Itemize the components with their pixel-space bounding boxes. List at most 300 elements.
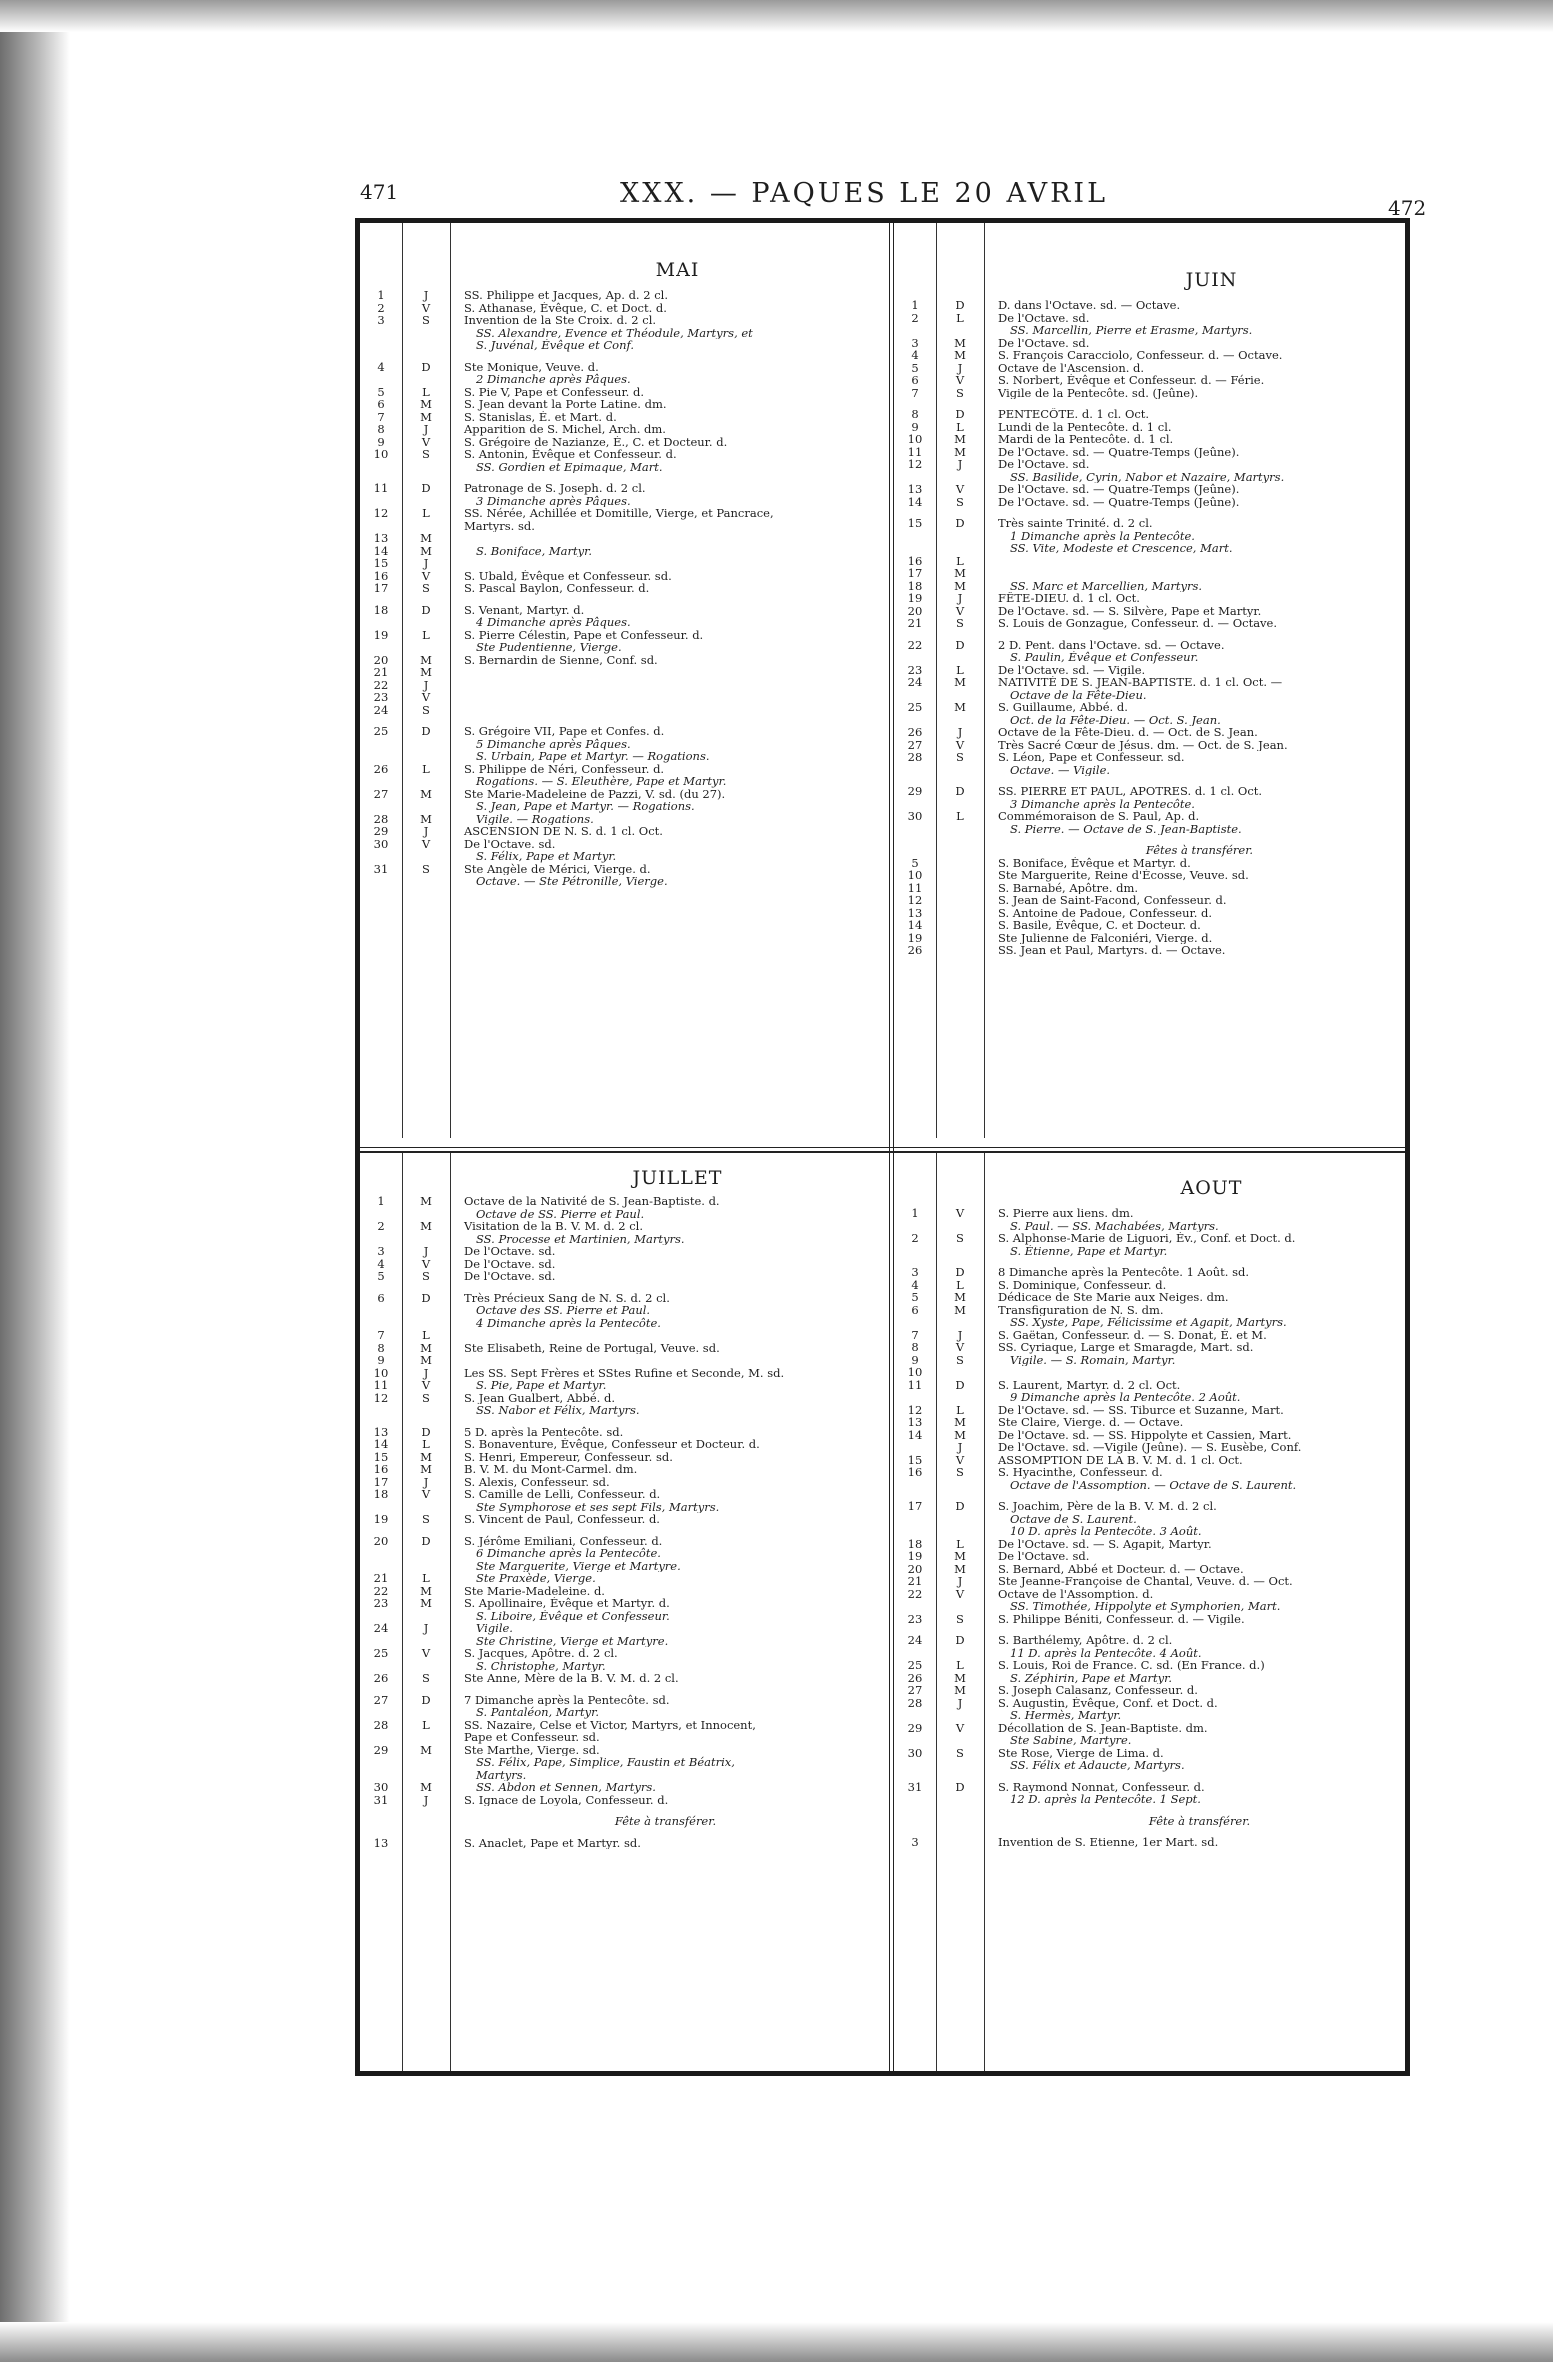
weekday-letter: L bbox=[422, 1717, 430, 1732]
calendar-row bbox=[360, 788, 885, 801]
day-number: 12 bbox=[373, 1390, 389, 1405]
calendar-row bbox=[360, 1426, 885, 1439]
day-number: 13 bbox=[373, 1424, 389, 1439]
day-number: 15 bbox=[907, 1452, 923, 1467]
weekday-letter: J bbox=[957, 360, 963, 375]
day-number: 26 bbox=[373, 1671, 389, 1685]
calendar-row bbox=[360, 1837, 885, 1850]
calendar-row bbox=[360, 289, 885, 302]
calendar-row bbox=[894, 882, 1419, 895]
weekday-letter: L bbox=[956, 809, 964, 823]
day-number bbox=[894, 542, 936, 555]
day-number bbox=[360, 1706, 402, 1719]
weekday-letter: V bbox=[421, 1487, 431, 1501]
weekday-letter: D bbox=[421, 1424, 431, 1439]
weekday-letter: S bbox=[956, 750, 964, 764]
weekday-letter: M bbox=[954, 1561, 966, 1576]
calendar-row bbox=[360, 1258, 885, 1271]
calendar-row bbox=[894, 907, 1419, 920]
feast-text: S. Zéphirin, Pape et Martyr. bbox=[1010, 1671, 1173, 1684]
feast-text: Octave de S. Laurent. bbox=[1010, 1512, 1137, 1525]
weekday-letter: J bbox=[957, 1440, 963, 1454]
calendar-row bbox=[894, 1709, 1419, 1722]
weekday-letter bbox=[936, 1391, 984, 1404]
day-number bbox=[894, 1600, 936, 1613]
weekday-letter: M bbox=[420, 397, 432, 411]
day-number: 29 bbox=[907, 784, 923, 798]
day-number: 3 bbox=[911, 1265, 919, 1279]
weekday-letter bbox=[402, 750, 450, 763]
weekday-letter bbox=[402, 339, 450, 352]
calendar-row bbox=[360, 1672, 885, 1685]
feast-text: De l'Octave. sd. bbox=[464, 837, 556, 850]
weekday-letter: D bbox=[955, 1265, 965, 1279]
weekday-letter: J bbox=[957, 457, 963, 471]
day-number bbox=[360, 616, 402, 629]
day-number: 15 bbox=[373, 556, 389, 570]
day-number: 17 bbox=[373, 1474, 389, 1489]
feast-text: 3 Dimanche après la Pentecôte. bbox=[1010, 797, 1195, 810]
feast-text: Vigile. — Rogations. bbox=[476, 812, 594, 825]
weekday-letter: L bbox=[956, 1536, 964, 1551]
calendar-row bbox=[894, 1697, 1419, 1710]
weekday-letter: M bbox=[954, 1427, 966, 1442]
day-number bbox=[894, 1734, 936, 1747]
calendar-row bbox=[360, 1354, 885, 1367]
feast-text: SS. Marc et Marcellien, Martyrs. bbox=[1010, 579, 1202, 592]
feast-text: S. Pantaléon, Martyr. bbox=[476, 1706, 600, 1719]
calendar-row bbox=[360, 1635, 885, 1648]
calendar-row bbox=[360, 825, 885, 838]
weekday-letter: M bbox=[954, 1670, 966, 1685]
day-number: 19 bbox=[907, 1549, 923, 1563]
calendar-row bbox=[360, 1756, 885, 1769]
feast-text: Ste Marie-Madeleine. d. bbox=[464, 1584, 605, 1597]
calendar-row bbox=[894, 823, 1419, 836]
weekday-letter: L bbox=[422, 761, 430, 776]
calendar-row bbox=[360, 1379, 885, 1392]
feast-text: Ste Claire, Vierge. d. — Octave. bbox=[998, 1416, 1184, 1429]
weekday-letter: V bbox=[421, 568, 431, 583]
calendar-row bbox=[360, 850, 885, 863]
calendar-row bbox=[360, 1660, 885, 1673]
weekday-letter: S bbox=[956, 385, 964, 400]
weekday-letter: M bbox=[420, 1194, 432, 1208]
feast-text: 11 D. après la Pentecôte. 4 Août. bbox=[1010, 1646, 1202, 1659]
calendar-row bbox=[360, 800, 885, 813]
day-number: 9 bbox=[911, 1352, 919, 1367]
weekday-letter: M bbox=[954, 1549, 966, 1563]
day-number bbox=[894, 324, 936, 337]
calendar-frame bbox=[355, 218, 1410, 2076]
calendar-row bbox=[894, 1647, 1419, 1660]
day-number: 30 bbox=[373, 1780, 389, 1794]
calendar-row bbox=[360, 327, 885, 340]
feast-text: Ste Elisabeth, Reine de Portugal, Veuve. sd. bbox=[464, 1341, 720, 1354]
feast-text: De l'Octave. sd. — S. Silvère, Pape et Martyr. bbox=[998, 604, 1262, 617]
weekday-letter bbox=[936, 894, 984, 907]
feast-text: B. V. M. du Mont-Carmel. dm. bbox=[464, 1463, 638, 1476]
weekday-letter bbox=[936, 944, 984, 957]
feast-text: S. Pie V, Pape et Confesseur. d. bbox=[464, 385, 645, 398]
feast-text: De l'Octave. sd. bbox=[998, 1550, 1090, 1563]
calendar-row bbox=[894, 1815, 1419, 1828]
day-number: 30 bbox=[373, 836, 389, 851]
calendar-row bbox=[360, 1744, 885, 1757]
calendar-row bbox=[894, 932, 1419, 945]
feast-text: S. Jean, Pape et Martyr. — Rogations. bbox=[476, 800, 695, 813]
weekday-letter: M bbox=[954, 1683, 966, 1697]
row-spacer bbox=[894, 508, 1419, 517]
calendar-row bbox=[894, 1659, 1419, 1672]
weekday-letter: M bbox=[954, 566, 966, 580]
weekday-letter: L bbox=[422, 1328, 430, 1342]
weekday-letter bbox=[936, 764, 984, 777]
calendar-row bbox=[894, 1341, 1419, 1354]
day-number: 11 bbox=[907, 444, 923, 459]
weekday-letter bbox=[936, 857, 984, 870]
day-number: 28 bbox=[907, 750, 923, 764]
row-spacer bbox=[894, 1806, 1419, 1815]
weekday-letter: L bbox=[956, 419, 964, 434]
day-number: 7 bbox=[911, 385, 919, 400]
calendar-row bbox=[360, 1597, 885, 1610]
feast-text bbox=[450, 691, 885, 704]
weekday-letter bbox=[936, 651, 984, 664]
weekday-letter: M bbox=[954, 444, 966, 459]
feast-text: De l'Octave. sd. —Vigile (Jeûne). — S. Eusèbe, Conf. bbox=[998, 1441, 1302, 1454]
feast-text: S. Apollinaire, Évêque et Martyr. d. bbox=[464, 1597, 670, 1610]
day-number: 11 bbox=[907, 880, 923, 895]
feast-text: S. Pascal Baylon, Confesseur. d. bbox=[464, 582, 650, 595]
calendar-row bbox=[360, 1769, 885, 1782]
weekday-letter: M bbox=[420, 1780, 432, 1794]
calendar-row bbox=[360, 545, 885, 558]
scan-edge-top bbox=[0, 0, 1553, 32]
calendar-row bbox=[360, 1610, 885, 1623]
weekday-letter: M bbox=[954, 348, 966, 362]
weekday-letter: V bbox=[955, 482, 965, 496]
day-number: 17 bbox=[373, 581, 389, 595]
feast-text: Rogations. — S. Eleuthère, Pape et Martyr. bbox=[476, 775, 727, 788]
weekday-letter: J bbox=[957, 725, 963, 739]
weekday-letter: D bbox=[955, 637, 965, 652]
day-number: 26 bbox=[907, 943, 923, 957]
feast-text: Dédicace de Ste Marie aux Neiges. dm. bbox=[998, 1291, 1229, 1304]
day-number: 7 bbox=[377, 1328, 385, 1342]
day-number: 16 bbox=[373, 1462, 389, 1476]
calendar-row bbox=[894, 1479, 1419, 1492]
feast-text: NATIVITÉ DE S. JEAN-BAPTISTE. d. 1 cl. Oct. — bbox=[998, 676, 1283, 689]
day-number: 2 bbox=[377, 300, 385, 315]
weekday-letter bbox=[402, 1547, 450, 1560]
calendar-row bbox=[360, 339, 885, 352]
calendar-row bbox=[894, 919, 1419, 932]
weekday-letter bbox=[402, 738, 450, 751]
day-number bbox=[894, 1441, 936, 1454]
weekday-letter: S bbox=[956, 1611, 964, 1626]
feast-text: FÊTE-DIEU. d. 1 cl. Oct. bbox=[998, 592, 1140, 605]
calendar-row bbox=[360, 1815, 885, 1828]
calendar-row bbox=[894, 1793, 1419, 1806]
feast-text: SS. Nérée, Achillée et Domitille, Vierge, et Pancrace, bbox=[464, 507, 774, 520]
calendar-row bbox=[894, 1232, 1419, 1245]
day-number: 16 bbox=[373, 568, 389, 583]
feast-text: S. Laurent, Martyr. d. 2 cl. Oct. bbox=[998, 1378, 1181, 1391]
day-number: 5 bbox=[911, 360, 919, 375]
calendar-row bbox=[894, 689, 1419, 702]
calendar-row bbox=[360, 704, 885, 717]
calendar-row bbox=[894, 349, 1419, 362]
feast-text: SS. Alexandre, Evence et Théodule, Martyrs, et bbox=[476, 326, 753, 339]
feast-text: S. Louis de Gonzague, Confesseur. d. — Octave. bbox=[998, 617, 1278, 630]
calendar-row bbox=[894, 1245, 1419, 1258]
weekday-letter: J bbox=[957, 1327, 963, 1342]
weekday-letter: D bbox=[955, 784, 965, 798]
day-number: 14 bbox=[907, 1427, 923, 1442]
feast-text: Très sainte Trinité. d. 2 cl. bbox=[998, 517, 1153, 530]
feast-text: Visitation de la B. V. M. d. 2 cl. bbox=[464, 1220, 644, 1233]
day-number: 31 bbox=[373, 1792, 389, 1807]
weekday-letter bbox=[402, 1815, 450, 1828]
calendar-row bbox=[360, 507, 885, 520]
weekday-letter: D bbox=[421, 481, 431, 495]
calendar-row bbox=[360, 1270, 885, 1283]
calendar-row bbox=[894, 1747, 1419, 1760]
day-number: 17 bbox=[907, 1499, 923, 1513]
calendar-row bbox=[894, 1836, 1419, 1849]
weekday-letter: L bbox=[956, 1658, 964, 1672]
weekday-letter bbox=[402, 1837, 450, 1850]
feast-text: S. Jérôme Emiliani, Confesseur. d. bbox=[464, 1534, 663, 1547]
feast-text: SS. Félix et Adaucte, Martyrs. bbox=[1010, 1759, 1185, 1772]
weekday-letter: D bbox=[955, 1779, 965, 1794]
month-title: MAI bbox=[655, 259, 700, 281]
day-number: 4 bbox=[377, 1256, 385, 1271]
day-number bbox=[894, 1815, 936, 1828]
feast-text: 5 Dimanche après Pâques. bbox=[476, 737, 631, 750]
feast-text: Ste Praxède, Vierge. bbox=[476, 1572, 596, 1585]
calendar-row bbox=[894, 362, 1419, 375]
calendar-row bbox=[894, 1391, 1419, 1404]
weekday-letter: J bbox=[423, 824, 429, 838]
day-number: 2 bbox=[377, 1219, 385, 1233]
day-number: 6 bbox=[911, 1302, 919, 1317]
feast-text: Apparition de S. Michel, Arch. dm. bbox=[464, 423, 666, 436]
day-number: 6 bbox=[377, 1290, 385, 1305]
scan-edge-left bbox=[0, 0, 70, 2362]
feast-text: SS. Processe et Martinien, Martyrs. bbox=[476, 1232, 685, 1245]
calendar-row bbox=[360, 1572, 885, 1585]
feast-text: SS. Vite, Modeste et Crescence, Mart. bbox=[1010, 542, 1233, 555]
row-spacer bbox=[360, 1685, 885, 1694]
feast-text: S. Jean de Saint-Facond, Confesseur. d. bbox=[998, 894, 1227, 907]
feast-text: SS. Marcellin, Pierre et Erasme, Martyrs. bbox=[1010, 324, 1253, 337]
month-block-juin bbox=[894, 223, 1419, 1138]
feast-text: De l'Octave. sd. — SS. Tiburce et Suzanne, Mart. bbox=[998, 1403, 1284, 1416]
weekday-letter bbox=[936, 1709, 984, 1722]
feast-text: SS. Gordien et Epimaque, Mart. bbox=[476, 460, 663, 473]
weekday-letter: S bbox=[422, 702, 430, 717]
day-number: 11 bbox=[373, 1378, 389, 1392]
calendar-row bbox=[894, 1220, 1419, 1233]
day-number bbox=[894, 1793, 936, 1806]
day-number: 13 bbox=[907, 905, 923, 920]
day-number: 12 bbox=[907, 1402, 923, 1417]
feast-text: Pape et Confesseur. sd. bbox=[464, 1731, 600, 1744]
feast-text: S. Philippe Béniti, Confesseur. d. — Vigile. bbox=[998, 1612, 1245, 1625]
calendar-row bbox=[360, 1488, 885, 1501]
row-spacer bbox=[894, 835, 1419, 844]
row-spacer bbox=[894, 630, 1419, 639]
feast-text: S. Alphonse-Marie de Liguori, Év., Conf. et Doct. d. bbox=[998, 1232, 1296, 1245]
weekday-letter: D bbox=[955, 407, 965, 421]
calendar-row bbox=[360, 557, 885, 570]
calendar-row bbox=[894, 726, 1419, 739]
day-number: 24 bbox=[907, 675, 923, 689]
calendar-row bbox=[360, 1585, 885, 1598]
calendar-row bbox=[894, 408, 1419, 421]
feast-text: Ste Sabine, Martyre. bbox=[1010, 1734, 1132, 1747]
weekday-letter: M bbox=[420, 531, 432, 545]
calendar-row bbox=[360, 373, 885, 386]
calendar-row bbox=[360, 520, 885, 533]
feast-text: Ste Christine, Vierge et Martyre. bbox=[476, 1634, 669, 1647]
feast-text: S. Urbain, Pape et Martyr. — Rogations. bbox=[476, 750, 710, 763]
feast-text: De l'Octave. sd. bbox=[998, 311, 1090, 324]
calendar-row bbox=[894, 1291, 1419, 1304]
feast-text: De l'Octave. sd. bbox=[464, 1257, 556, 1270]
calendar-row bbox=[894, 944, 1419, 957]
calendar-row bbox=[360, 1329, 885, 1342]
day-number: 9 bbox=[911, 419, 919, 434]
page-title: XXX. — PAQUES LE 20 AVRIL bbox=[620, 178, 1109, 209]
feast-text: S. Pierre aux liens. dm. bbox=[998, 1207, 1134, 1220]
row-spacer bbox=[894, 399, 1419, 408]
feast-text bbox=[984, 567, 1419, 580]
calendar-row bbox=[894, 1722, 1419, 1735]
day-number: 21 bbox=[373, 665, 389, 679]
calendar-row bbox=[360, 1794, 885, 1807]
feast-text: Ste Pudentienne, Vierge. bbox=[476, 641, 622, 654]
feast-text: 7 Dimanche après la Pentecôte. sd. bbox=[464, 1693, 670, 1706]
day-number bbox=[360, 800, 402, 813]
weekday-letter: M bbox=[420, 665, 432, 679]
day-number bbox=[360, 1304, 402, 1317]
day-number: 1 bbox=[377, 288, 385, 302]
feast-text: Ste Rose, Vierge de Lima. d. bbox=[998, 1746, 1164, 1759]
calendar-row bbox=[894, 1454, 1419, 1467]
calendar-row bbox=[894, 1429, 1419, 1442]
weekday-letter: M bbox=[954, 578, 966, 593]
weekday-letter: D bbox=[421, 724, 431, 738]
calendar-row bbox=[360, 863, 885, 876]
day-number: 23 bbox=[373, 690, 389, 704]
day-number: 21 bbox=[907, 1574, 923, 1588]
day-number: 26 bbox=[907, 725, 923, 739]
calendar-row bbox=[894, 312, 1419, 325]
day-number: 31 bbox=[373, 861, 389, 876]
feast-text: S. Dominique, Confesseur. d. bbox=[998, 1278, 1167, 1291]
feast-text: 8 Dimanche après la Pentecôte. 1 Août. sd. bbox=[998, 1266, 1250, 1279]
calendar-row bbox=[894, 664, 1419, 677]
calendar-row bbox=[894, 1759, 1419, 1772]
calendar-row bbox=[894, 1500, 1419, 1513]
calendar-row bbox=[360, 532, 885, 545]
feast-text: S. François Caracciolo, Confesseur. d. — Octave. bbox=[998, 349, 1283, 362]
calendar-row bbox=[360, 1245, 885, 1258]
calendar-row bbox=[894, 1441, 1419, 1454]
feast-text: 9 Dimanche après la Pentecôte. 2 Août. bbox=[1010, 1391, 1241, 1404]
day-number: 23 bbox=[907, 662, 923, 677]
month-block-mai bbox=[360, 223, 885, 1138]
day-number: 15 bbox=[373, 1449, 389, 1464]
row-spacer bbox=[360, 1806, 885, 1815]
weekday-letter: M bbox=[420, 1583, 432, 1598]
feast-text: Octave de la Nativité de S. Jean-Baptiste. d. bbox=[464, 1195, 720, 1208]
weekday-letter: M bbox=[954, 335, 966, 350]
feast-text: PENTECÔTE. d. 1 cl. Oct. bbox=[998, 408, 1150, 421]
day-number bbox=[360, 850, 402, 863]
calendar-row bbox=[360, 1451, 885, 1464]
weekday-letter: M bbox=[420, 1742, 432, 1757]
row-spacer bbox=[894, 1625, 1419, 1634]
feast-text: S. Vincent de Paul, Confesseur. d. bbox=[464, 1513, 660, 1526]
feast-text: S. Bonaventure, Évêque, Confesseur et Docteur. d. bbox=[464, 1438, 760, 1451]
feast-text: S. Jacques, Apôtre. d. 2 cl. bbox=[464, 1647, 618, 1660]
feast-text: 12 D. après la Pentecôte. 1 Sept. bbox=[1010, 1793, 1201, 1806]
weekday-letter bbox=[936, 324, 984, 337]
day-number bbox=[894, 1479, 936, 1492]
calendar-row bbox=[360, 302, 885, 315]
day-number: 29 bbox=[373, 824, 389, 838]
feast-text: SS. Philippe et Jacques, Ap. d. 2 cl. bbox=[464, 289, 668, 302]
feast-text: 5 D. après la Pentecôte. sd. bbox=[464, 1425, 624, 1438]
calendar-row bbox=[360, 1560, 885, 1573]
weekday-letter bbox=[936, 1316, 984, 1329]
feast-text: S. Jean devant la Porte Latine. dm. bbox=[464, 398, 667, 411]
weekday-letter: L bbox=[956, 1277, 964, 1292]
day-number: 25 bbox=[907, 700, 923, 714]
feast-text: SS. Basilide, Cyrin, Nabor et Nazaire, Martyrs. bbox=[1010, 470, 1285, 483]
calendar-row bbox=[894, 844, 1419, 857]
day-number bbox=[360, 738, 402, 751]
feast-text: SS. Abdon et Sennen, Martyrs. bbox=[476, 1781, 656, 1794]
weekday-letter bbox=[936, 530, 984, 543]
weekday-letter: V bbox=[421, 836, 431, 851]
day-number bbox=[894, 1525, 936, 1538]
day-number: 27 bbox=[373, 786, 389, 801]
day-number: 3 bbox=[377, 1244, 385, 1258]
day-number: 14 bbox=[373, 543, 389, 558]
calendar-row bbox=[360, 1535, 885, 1548]
weekday-letter: M bbox=[420, 409, 432, 424]
day-number: 3 bbox=[911, 335, 919, 350]
day-number: 10 bbox=[907, 868, 923, 882]
feast-text: 10 D. après la Pentecôte. 3 Août. bbox=[1010, 1525, 1202, 1538]
feast-text: S. Pierre. — Octave de S. Jean-Baptiste. bbox=[1010, 822, 1242, 835]
feast-text: De l'Octave. sd. bbox=[464, 1270, 556, 1283]
left-page-number: 471 bbox=[360, 180, 399, 204]
calendar-row bbox=[894, 1600, 1419, 1613]
calendar-row bbox=[894, 651, 1419, 664]
day-number bbox=[894, 823, 936, 836]
calendar-row bbox=[894, 387, 1419, 400]
day-number: 11 bbox=[373, 481, 389, 495]
day-number: 25 bbox=[373, 724, 389, 738]
calendar-row bbox=[360, 423, 885, 436]
day-number bbox=[894, 1391, 936, 1404]
